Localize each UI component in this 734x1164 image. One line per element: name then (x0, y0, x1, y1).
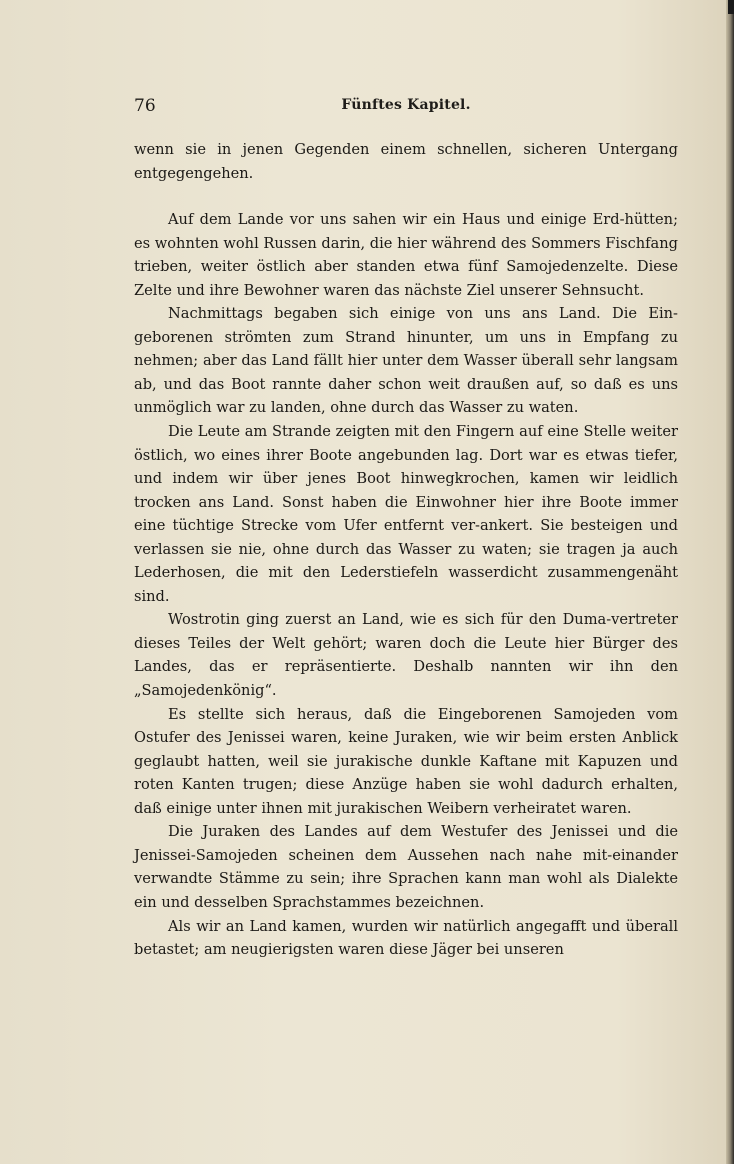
paragraph: Nachmittags begaben sich einige von uns ans Land. Die Ein-geborenen strömten zum Strand hinunter, um uns in Empfang zu nehmen; aber das Land fällt hier unter dem Wasser überall sehr langsam ab, und das Boot rannte daher schon weit draußen auf, so daß es uns unmöglich war zu landen, ohne durch das Wasser zu waten. (134, 305, 678, 417)
page-edge-shadow (726, 0, 734, 1164)
paragraph: Die Leute am Strande zeigten mit den Fingern auf eine Stelle weiter östlich, wo eines ihrer Boote angebunden lag. Dort war es etwas tiefer, und indem wir über jenes Boot hinwegkrochen, kamen wir leidlich trocken ans Land. Sonst haben die Einwohner hier ihre Boote immer eine tüchtige Strecke vom Ufer entfernt ver-ankert. Sie besteigen und verlassen sie nie, ohne durch das Wasser zu waten; sie tragen ja auch Lederhosen, die mit den Lederstiefeln wasserdicht zusammengenäht sind. (134, 423, 678, 605)
running-head: Fünftes Kapitel. (341, 97, 471, 113)
page-number: 76 (134, 96, 156, 116)
paragraph: wenn sie in jenen Gegenden einem schnellen, sicheren Untergang entgegengehen. (134, 141, 678, 182)
paragraph: Die Juraken des Landes auf dem Westufer des Jenissei und die Jenissei-Samojeden scheinen dem Aussehen nach nahe mit-einander verwandte Stämme zu sein; ihre Sprachen kann man wohl als Dialekte ein und desselben Sprachstammes bezeichnen. (134, 823, 678, 911)
paragraph: Es stellte sich heraus, daß die Eingeborenen Samojeden vom Ostufer des Jenissei waren, keine Juraken, wie wir beim ersten Anblick geglaubt hatten, weil sie jurakische dunkle Kaftane mit Kapuzen und roten Kanten trugen; diese Anzüge haben sie wohl dadurch erhalten, daß einige unter ihnen mit jurakischen Weibern verheiratet waren. (134, 705, 678, 817)
paragraph: Auf dem Lande vor uns sahen wir ein Haus und einige Erd-hütten; es wohnten wohl Russen darin, die hier während des Sommers Fischfang trieben, weiter östlich aber standen etwa fünf Samojedenzelte. Diese Zelte und ihre Bewohner waren das nächste Ziel unserer Sehnsucht. (134, 211, 678, 299)
paragraph: Als wir an Land kamen, wurden wir natürlich angegafft und überall betastet; am neugierigsten waren diese Jäger bei unseren (134, 917, 678, 959)
paragraph: Wostrotin ging zuerst an Land, wie es sich für den Duma-vertreter dieses Teiles der Welt gehört; waren doch die Leute hier Bürger des Landes, das er repräsentierte. Deshalb nannten wir ihn den „Samojedenkönig“. (134, 611, 678, 700)
body-text (134, 138, 678, 962)
page-header (134, 96, 678, 120)
corner-mark (728, 0, 734, 14)
